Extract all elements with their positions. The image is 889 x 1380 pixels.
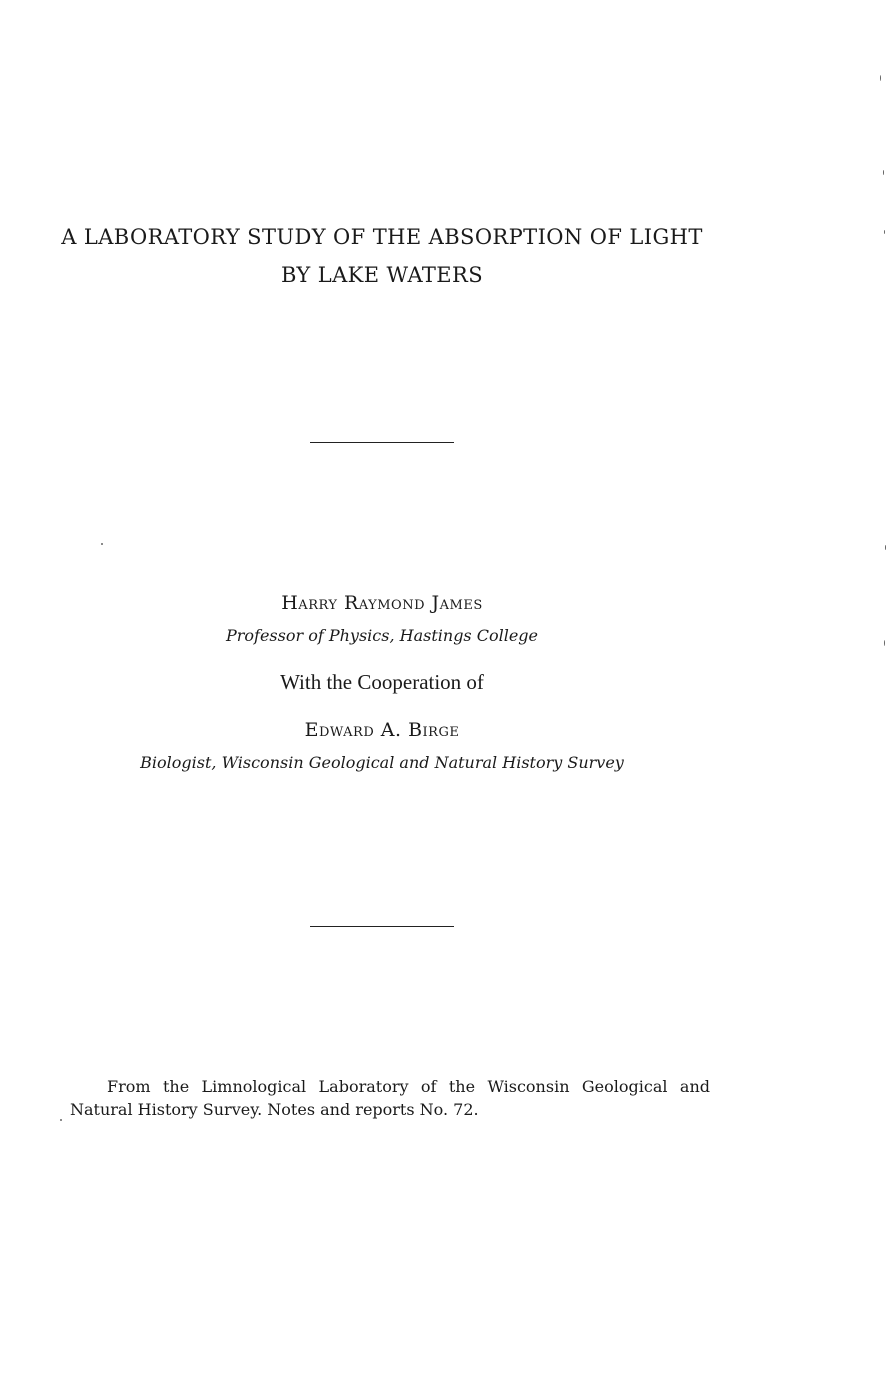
scan-speck [101,543,103,545]
source-note-line-1: From the Limnological Laboratory of the Wisconsin Geological and [107,1077,710,1096]
scan-speck [883,170,884,175]
source-note [70,1075,710,1121]
title-line-1: A LABORATORY STUDY OF THE ABSORPTION OF LIGHT [61,225,703,249]
author-name-secondary: Edward A. Birge [304,719,460,741]
divider-bottom [310,926,454,927]
scan-speck [880,75,881,81]
scan-speck [885,545,886,550]
author-affiliation-secondary: Biologist, Wisconsin Geological and Natural History Survey [140,753,624,772]
cooperation-text: With the Cooperation of [280,670,484,694]
scan-speck [884,640,885,646]
scan-speck [60,1119,62,1121]
author-affiliation-primary: Professor of Physics, Hastings College [225,626,539,645]
divider-top [310,442,454,443]
title-line-2: BY LAKE WATERS [280,263,484,287]
author-name-primary: Harry Raymond James [281,592,483,614]
source-note-line-2: Natural History Survey. Notes and reports No. 72. [70,1100,479,1119]
scan-speck [884,230,885,234]
